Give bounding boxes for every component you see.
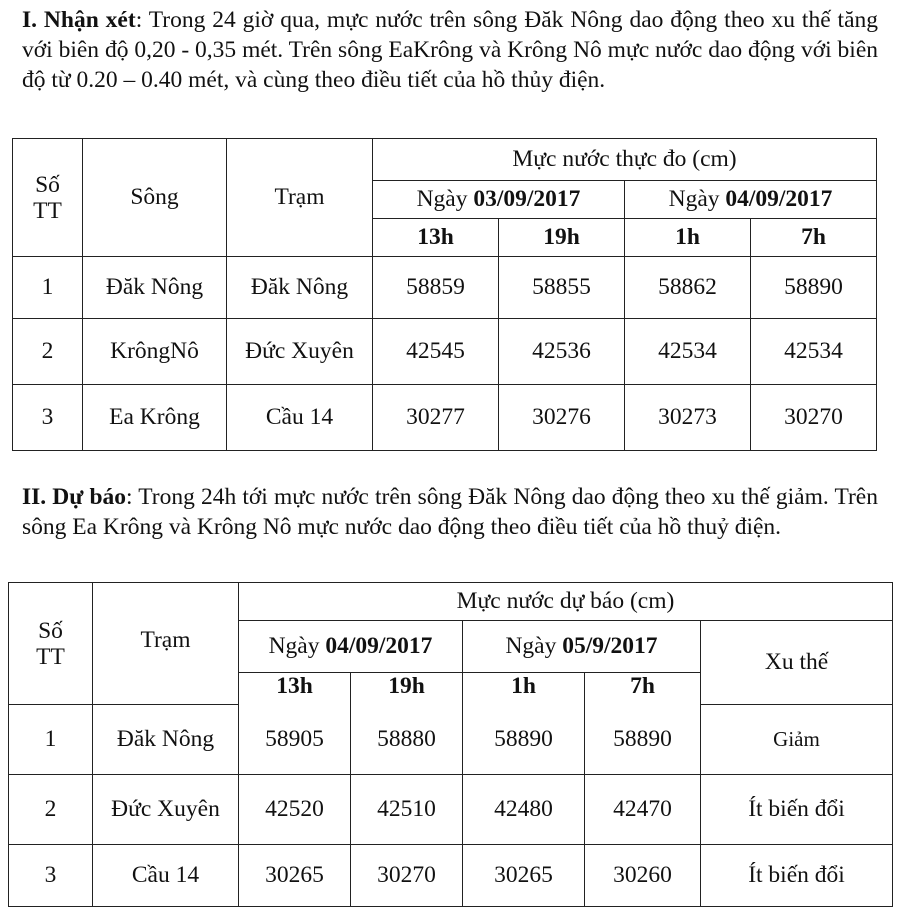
cell-value: 30270 <box>751 385 877 451</box>
table-row <box>13 385 877 451</box>
cell-value: 30265 <box>239 845 351 907</box>
cell-trend: Ít biến đổi <box>701 845 893 907</box>
table-row <box>9 845 893 907</box>
forecast-paragraph <box>22 482 878 542</box>
header-hour: 13h <box>373 219 499 257</box>
cell-value: 58890 <box>463 705 585 775</box>
cell-station: Đức Xuyên <box>227 319 373 385</box>
cell-value: 58890 <box>585 705 701 775</box>
header-hour: 19h <box>351 673 463 705</box>
cell-value: 42534 <box>625 319 751 385</box>
observation-heading: I. Nhận xét <box>22 7 136 33</box>
cell-value: 30270 <box>351 845 463 907</box>
cell-value: 58859 <box>373 257 499 319</box>
header-station: Trạm <box>227 139 373 257</box>
header-forecast-group: Mực nước dự báo (cm) <box>239 583 893 621</box>
header-day-1: Ngày 04/09/2017 <box>239 621 463 673</box>
cell-value: 58880 <box>351 705 463 775</box>
cell-value: 58862 <box>625 257 751 319</box>
cell-value: 42536 <box>499 319 625 385</box>
cell-station: Cầu 14 <box>227 385 373 451</box>
cell-river: KrôngNô <box>83 319 227 385</box>
observation-text: : Trong 24 giờ qua, mực nước trên sông Đăk Nông dao động theo xu thế tăng với biên độ 0,20 - 0,35 mét. Trên sông EaKrông và Krông Nô mực nước dao động với biên độ từ 0.20 – 0.40 mét, và cùng theo điều tiết của hồ thủy điện. <box>22 7 879 93</box>
header-stt: Số TT <box>9 583 93 705</box>
cell-value: 30277 <box>373 385 499 451</box>
table-row <box>9 705 893 775</box>
cell-river: Ea Krông <box>83 385 227 451</box>
header-hour: 7h <box>751 219 877 257</box>
header-hour: 1h <box>625 219 751 257</box>
cell-station: Đăk Nông <box>93 705 239 775</box>
cell-value: 42534 <box>751 319 877 385</box>
cell-value: 30276 <box>499 385 625 451</box>
cell-trend: Ít biến đổi <box>701 775 893 845</box>
header-hour: 1h <box>463 673 585 705</box>
forecast-water-level-table <box>8 582 893 907</box>
header-hour: 19h <box>499 219 625 257</box>
cell-value: 42545 <box>373 319 499 385</box>
table-row <box>13 319 877 385</box>
cell-value: 58905 <box>239 705 351 775</box>
cell-value: 42470 <box>585 775 701 845</box>
cell-stt: 3 <box>9 845 93 907</box>
cell-stt: 3 <box>13 385 83 451</box>
forecast-heading: II. Dự báo <box>22 484 127 510</box>
cell-stt: 1 <box>9 705 93 775</box>
cell-value: 58890 <box>751 257 877 319</box>
header-day-1: Ngày 03/09/2017 <box>373 181 625 219</box>
table-row <box>13 257 877 319</box>
header-hour: 7h <box>585 673 701 705</box>
header-hour: 13h <box>239 673 351 705</box>
cell-station: Đăk Nông <box>227 257 373 319</box>
cell-station: Đức Xuyên <box>93 775 239 845</box>
observation-paragraph <box>22 5 878 95</box>
header-station: Trạm <box>93 583 239 705</box>
header-day-2: Ngày 04/09/2017 <box>625 181 877 219</box>
header-trend: Xu thế <box>701 621 893 705</box>
cell-stt: 1 <box>13 257 83 319</box>
cell-value: 30265 <box>463 845 585 907</box>
cell-trend: Giảm <box>701 705 893 775</box>
cell-value: 30273 <box>625 385 751 451</box>
measured-water-level-table <box>12 138 877 451</box>
cell-stt: 2 <box>9 775 93 845</box>
forecast-text: : Trong 24h tới mực nước trên sông Đăk Nông dao động theo xu thế giảm. Trên sông Ea Krông và Krông Nô mực nước dao động theo điều tiết của hồ thuỷ điện. <box>22 484 878 540</box>
header-day-2: Ngày 05/9/2017 <box>463 621 701 673</box>
header-river: Sông <box>83 139 227 257</box>
cell-stt: 2 <box>13 319 83 385</box>
cell-river: Đăk Nông <box>83 257 227 319</box>
header-measured-group: Mực nước thực đo (cm) <box>373 139 877 181</box>
cell-value: 42480 <box>463 775 585 845</box>
table-row <box>9 775 893 845</box>
cell-value: 42510 <box>351 775 463 845</box>
header-stt: Số TT <box>13 139 83 257</box>
cell-value: 42520 <box>239 775 351 845</box>
cell-value: 58855 <box>499 257 625 319</box>
cell-station: Cầu 14 <box>93 845 239 907</box>
cell-value: 30260 <box>585 845 701 907</box>
